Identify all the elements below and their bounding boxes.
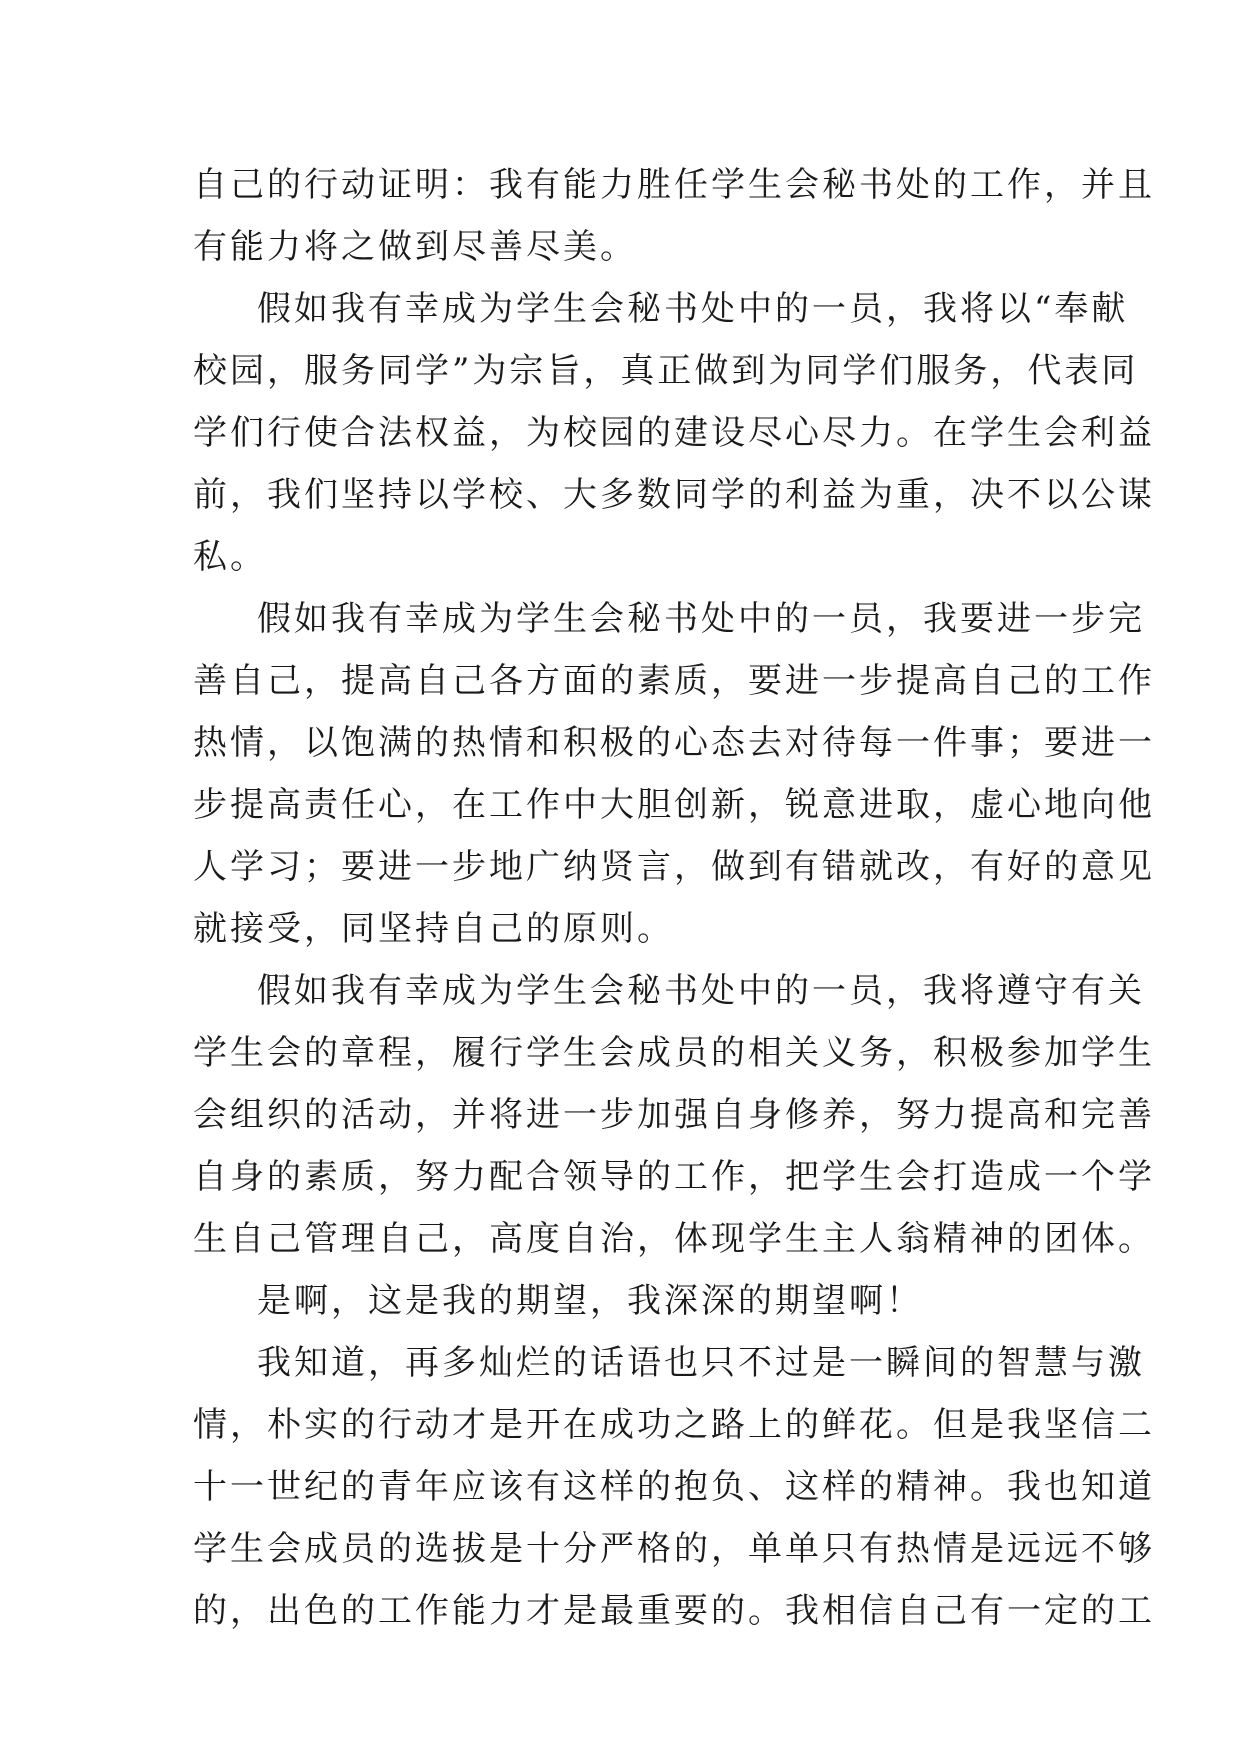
text-line: 会组织的活动，并将进一步加强自身修养，努力提高和完善	[193, 1095, 1155, 1135]
text-line: 前，我们坚持以学校、大多数同学的利益为重，决不以公谋	[193, 475, 1155, 515]
text-line: 学生会的章程，履行学生会成员的相关义务，积极参加学生	[193, 1033, 1155, 1073]
text-line: 我知道，再多灿烂的话语也只不过是一瞬间的智慧与激	[257, 1343, 1145, 1383]
text-line: 热情，以饱满的热情和积极的心态去对待每一件事；要进一	[193, 723, 1155, 763]
text-line: 校园，服务同学”为宗旨，真正做到为同学们服务，代表同	[193, 351, 1139, 391]
text-line: 十一世纪的青年应该有这样的抱负、这样的精神。我也知道	[193, 1467, 1155, 1507]
text-line: 私。	[193, 537, 267, 577]
text-line: 学们行使合法权益，为校园的建设尽心尽力。在学生会利益	[193, 413, 1155, 453]
text-line: 步提高责任心，在工作中大胆创新，锐意进取，虚心地向他	[193, 785, 1155, 825]
text-line: 学生会成员的选拔是十分严格的，单单只有热情是远远不够	[193, 1529, 1155, 1569]
text-line: 就接受，同坚持自己的原则。	[193, 909, 674, 949]
text-line: 善自己，提高自己各方面的素质，要进一步提高自己的工作	[193, 661, 1155, 701]
text-line: 生自己管理自己，高度自治，体现学生主人翁精神的团体。	[193, 1219, 1155, 1259]
text-line: 的，出色的工作能力才是最重要的。我相信自己有一定的工	[193, 1591, 1155, 1631]
text-line: 情，朴实的行动才是开在成功之路上的鲜花。但是我坚信二	[193, 1405, 1155, 1445]
text-line: 假如我有幸成为学生会秘书处中的一员，我要进一步完	[257, 599, 1145, 639]
text-line: 自身的素质，努力配合领导的工作，把学生会打造成一个学	[193, 1157, 1155, 1197]
document-body	[193, 154, 1155, 1642]
text-line: 有能力将之做到尽善尽美。	[193, 227, 637, 267]
text-line: 自己的行动证明：我有能力胜任学生会秘书处的工作，并且	[193, 165, 1155, 205]
text-line: 假如我有幸成为学生会秘书处中的一员，我将以“奉献	[257, 289, 1129, 329]
text-line: 人学习；要进一步地广纳贤言，做到有错就改，有好的意见	[193, 847, 1155, 887]
text-line: 假如我有幸成为学生会秘书处中的一员，我将遵守有关	[257, 971, 1145, 1011]
text-line: 是啊，这是我的期望，我深深的期望啊！	[257, 1281, 923, 1321]
